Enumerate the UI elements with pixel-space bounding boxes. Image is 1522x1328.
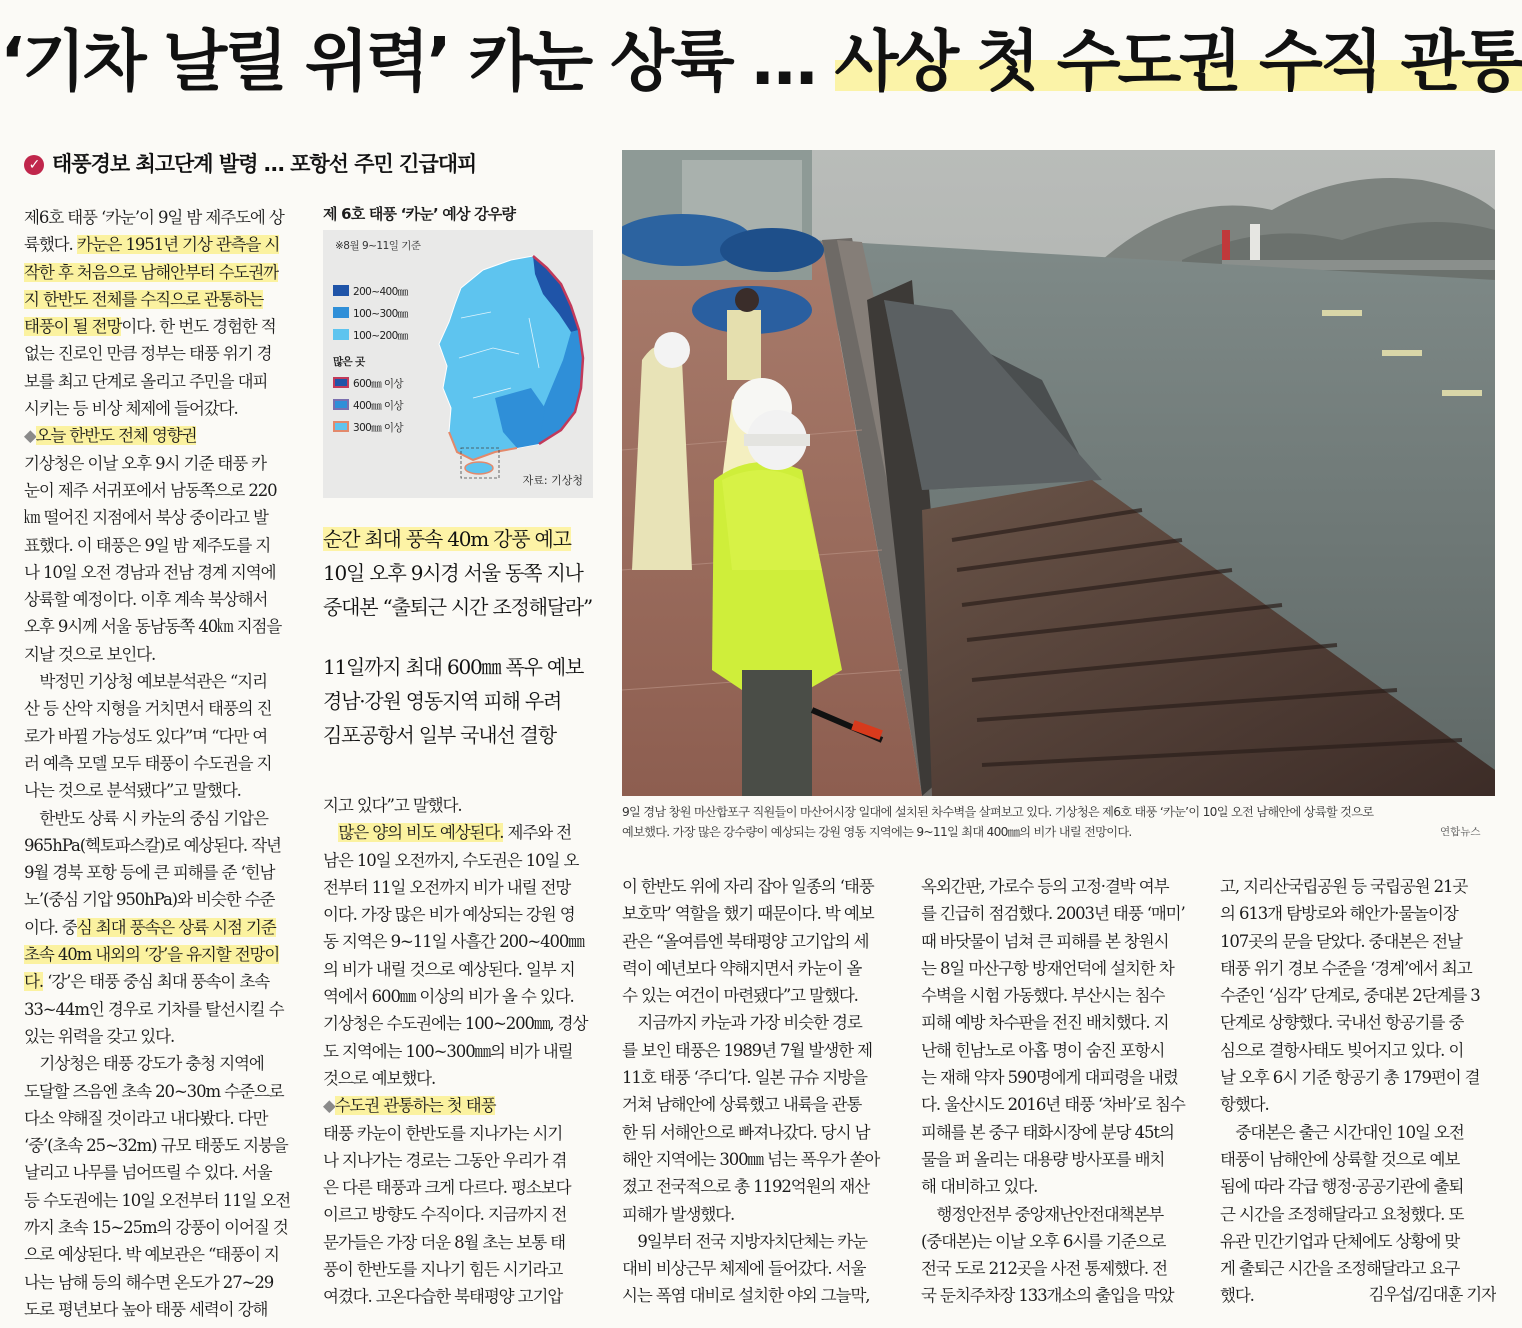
article-line: 태풍이 남해안에 상륙할 것으로 예보 xyxy=(1220,1149,1460,1169)
article-line: 눈이 제주 서귀포에서 남동쪽으로 220 xyxy=(24,480,277,500)
map-note: ※8월 9~11일 기준 xyxy=(335,240,421,252)
legend-swatch xyxy=(333,399,349,410)
summary-line: 순간 최대 풍속 40m 강풍 예고 xyxy=(323,527,571,551)
article-line: 있는 위력을 갖고 있다. xyxy=(24,1026,175,1046)
article-line: 역에서 600㎜ 이상의 비가 올 수 있다. xyxy=(323,987,574,1007)
article-line: 산 등 산악 지형을 거치면서 태풍의 진 xyxy=(24,699,272,719)
article-line: 다소 약해질 것이라고 내다봤다. 다만 xyxy=(24,1108,268,1128)
article-line: 수준인 ‘심각’ 단계로, 중대본 2단계를 3 xyxy=(1220,986,1480,1006)
legend-swatch xyxy=(333,329,349,340)
article-line: 도 지역에는 100~300㎜의 비가 내릴 xyxy=(323,1041,573,1061)
caption-line: 9일 경남 창원 마산합포구 직원들이 마산어시장 일대에 설치된 차수벽을 살펴보고 있다. 기상청은 제6호 태풍 ‘카눈’이 10일 오전 남해안에 상륙할 것으로 xyxy=(622,805,1374,819)
summary-line: 김포공항서 일부 국내선 결항 xyxy=(323,723,556,747)
article-line: 은 다른 태풍과 크게 다르다. 평소보다 xyxy=(323,1178,571,1198)
article-line: 까지 초속 15~25m의 강풍이 이어질 것 xyxy=(24,1217,288,1237)
article-line: 문가들은 가장 더운 8월 초는 보통 태 xyxy=(323,1232,566,1252)
article-line: 의 613개 탐방로와 해안가·물놀이장 xyxy=(1220,904,1458,924)
article-line: 피해 예방 차수판을 전진 배치했다. 지 xyxy=(921,1013,1169,1033)
article-column-3 xyxy=(622,873,898,1310)
article-line: 력이 예년보다 약해지면서 카눈이 올 xyxy=(622,958,862,978)
article-line: 항했다. xyxy=(1220,1095,1269,1115)
summary-line: 11일까지 최대 600㎜ 폭우 예보 xyxy=(323,655,584,679)
article-line: 졌고 전국적으로 총 1192억원의 재산 xyxy=(622,1177,870,1197)
article-line: 등 수도권에는 10일 오전부터 11일 오전 xyxy=(24,1190,291,1210)
headline xyxy=(0,12,1522,122)
article-line: 는 재해 약자 590명에게 대피령을 내렸 xyxy=(921,1068,1178,1088)
news-photo xyxy=(622,150,1495,796)
article-line: ㎞ 떨어진 지점에서 북상 중이라고 발 xyxy=(24,508,268,528)
article-line: 9일부터 전국 지방자치단체는 카눈 xyxy=(622,1231,867,1251)
article-line: 나는 것으로 분석됐다”고 말했다. xyxy=(24,781,241,801)
article-line: 전부터 11일 오전까지 비가 내릴 전망 xyxy=(323,877,571,897)
article-line: 보를 최고 단계로 올리고 주민을 대피 xyxy=(24,371,268,391)
legend-most-3: 300㎜ 이상 xyxy=(333,420,403,435)
article-line: 여겼다. 고온다습한 북태평양 고기압 xyxy=(323,1287,563,1307)
article-line: 날 오후 6시 기준 항공기 총 179편이 결 xyxy=(1220,1068,1480,1088)
subheadline xyxy=(24,148,614,178)
article-line: 태풍 위기 경보 수준을 ‘경계’에서 최고 xyxy=(1220,958,1472,978)
legend-swatch xyxy=(333,285,349,296)
article-line: 단계로 상향했다. 국내선 항공기를 중 xyxy=(1220,1013,1464,1033)
article-line: 수벽을 시험 가동했다. 부산시는 침수 xyxy=(921,986,1165,1006)
article-line: 난해 힌남노로 아홉 명이 숨진 포항시 xyxy=(921,1040,1165,1060)
article-column-5 xyxy=(1220,873,1496,1310)
article-line: 박정민 기상청 예보분석관은 “지리 xyxy=(24,672,267,692)
legend-most-title: 많은 곳 xyxy=(333,356,365,368)
article-line: 태풍 카눈이 한반도를 지나가는 시기 xyxy=(323,1123,563,1143)
summary-deck-1 xyxy=(323,522,603,624)
legend-range-3: 100~200㎜ xyxy=(333,328,408,343)
rainfall-map xyxy=(323,230,593,498)
article-line: 시는 폭염 대비로 설치한 야외 그늘막, xyxy=(622,1286,870,1306)
legend-range-1: 200~400㎜ xyxy=(333,284,408,299)
article-line: 기상청은 수도권에는 100~200㎜, 경상 xyxy=(323,1014,588,1034)
article-line: 때 바닷물이 넘쳐 큰 피해를 본 창원시 xyxy=(921,931,1169,951)
article-line: 한 뒤 서해안으로 빠져나갔다. 당시 남 xyxy=(622,1122,870,1142)
article-line: 107곳의 문을 닫았다. 중대본은 전날 xyxy=(1220,931,1462,951)
summary-line: 경남·강원 영동지역 피해 우려 xyxy=(323,689,562,713)
article-line: ‘중’(초속 25~32m) 규모 태풍도 지붕을 xyxy=(24,1136,288,1156)
article-line: 거쳐 남해안에 상륙했고 내륙을 관통 xyxy=(622,1095,862,1115)
headline-part1: ‘기차 날릴 위력’ 카눈 상륙 … xyxy=(0,23,835,100)
legend-most-1: 600㎜ 이상 xyxy=(333,376,403,391)
summary-line: 중대본 “출퇴근 시간 조정해달라” xyxy=(323,595,593,619)
article-line: 다. ‘강’은 태풍 중심 최대 풍속이 초속 xyxy=(24,972,270,992)
article-line: 작한 후 처음으로 남해안부터 수도권까 xyxy=(24,262,279,282)
summary-line: 10일 오후 9시경 서울 동쪽 지나 xyxy=(323,561,583,585)
article-line: 러 예측 모델 모두 태풍이 수도권을 지 xyxy=(24,753,272,773)
article-line: 국 둔치주차장 133개소의 출입을 막았 xyxy=(921,1286,1174,1306)
article-line: 한반도 상륙 시 카눈의 중심 기압은 xyxy=(24,808,268,828)
article-line: 11호 태풍 ‘주디’다. 일본 규슈 지방을 xyxy=(622,1068,867,1088)
caption-line: 예보했다. 가장 많은 강수량이 예상되는 강원 영동 지역에는 9~11일 최대 400㎜의 비가 내릴 전망이다. xyxy=(622,825,1132,839)
article-line: 없는 진로인 만큼 정부는 태풍 위기 경 xyxy=(24,344,272,364)
legend-range-2: 100~300㎜ xyxy=(333,306,408,321)
article-line: 중대본은 출근 시간대인 10일 오전 xyxy=(1220,1122,1464,1142)
article-line: 태풍이 될 전망이다. 한 번도 경험한 적 xyxy=(24,317,276,337)
article-line: 지 한반도 전체를 수직으로 관통하는 xyxy=(24,289,264,309)
article-line: 33~44m인 경우로 기차를 탈선시킬 수 xyxy=(24,999,284,1019)
article-line: 물을 퍼 올리는 대용량 방사포를 배치 xyxy=(921,1149,1165,1169)
legend-swatch xyxy=(333,307,349,318)
headline-part2: 사상 첫 수도권 수직 관통 xyxy=(834,23,1522,100)
article-line: 지고 있다”고 말했다. xyxy=(323,796,462,815)
article-line: 보호막’ 역할을 했기 때문이다. 박 예보 xyxy=(622,904,874,924)
article-line: 도달할 즈음엔 초속 20~30m 수준으로 xyxy=(24,1081,284,1101)
article-line: 됨에 따라 각급 행정·공공기관에 출퇴 xyxy=(1220,1177,1464,1197)
map-source: 자료: 기상청 xyxy=(522,474,583,487)
article-column-4 xyxy=(921,873,1197,1310)
article-line: 심으로 결항사태도 빚어지고 있다. 이 xyxy=(1220,1040,1464,1060)
article-line: 로가 바뀔 가능성도 있다”며 “다만 여 xyxy=(24,726,268,746)
article-line: 륙했다. 카눈은 1951년 기상 관측을 시 xyxy=(24,235,280,255)
article-line: 수 있는 여건이 마련됐다”고 말했다. xyxy=(622,986,858,1006)
legend-most-2: 400㎜ 이상 xyxy=(333,398,403,413)
article-line: 상륙할 예정이다. 이후 계속 북상해서 xyxy=(24,590,268,610)
article-line: 초속 40m 내외의 ‘강’을 유지할 전망이 xyxy=(24,945,280,965)
subheadline-text: 태풍경보 최고단계 발령 … 포항선 주민 긴급대피 xyxy=(52,152,477,176)
article-line: 지금까지 카눈과 가장 비슷한 경로 xyxy=(622,1013,862,1033)
article-line: 기상청은 이날 오후 9시 기준 태풍 카 xyxy=(24,453,267,473)
article-line: 이다. 가장 많은 비가 예상되는 강원 영 xyxy=(323,905,575,925)
article-line: 피해가 발생했다. xyxy=(622,1204,735,1224)
article-line: 기상청은 태풍 강도가 충청 지역에 xyxy=(24,1054,264,1074)
article-line: 나 지나가는 경로는 그동안 우리가 겪 xyxy=(323,1150,567,1170)
article-line: 유관 민간기업과 단체에도 상황에 맞 xyxy=(1220,1231,1460,1251)
article-line: 시키는 등 비상 체제에 들어갔다. xyxy=(24,399,238,419)
article-line: 의 비가 내릴 것으로 예상된다. 일부 지 xyxy=(323,959,575,979)
article-line: 이다. 중심 최대 풍속은 상륙 시점 기준 xyxy=(24,917,276,937)
article-line: 표했다. 이 태풍은 9일 밤 제주도를 지 xyxy=(24,535,271,555)
article-line: 으로 예상된다. 박 예보관은 “태풍이 지 xyxy=(24,1245,279,1265)
article-line: 를 보인 태풍은 1989년 7월 발생한 제 xyxy=(622,1040,872,1060)
article-line: 남은 10일 오전까지, 수도권은 10일 오 xyxy=(323,850,579,870)
article-line: 옥외간판, 가로수 등의 고정·결박 여부 xyxy=(921,877,1169,896)
article-line: 고, 지리산국립공원 등 국립공원 21곳 xyxy=(1220,877,1468,896)
article-line: 도로 평년보다 높아 태풍 세력이 강해 xyxy=(24,1299,268,1319)
korea-map-graphic xyxy=(421,248,589,480)
photo-seawall-inspection xyxy=(622,150,1495,796)
article-line: 날리고 나무를 넘어뜨릴 수 있다. 서울 xyxy=(24,1163,272,1183)
article-line: 지날 것으로 보인다. xyxy=(24,644,156,664)
article-column-1 xyxy=(24,204,300,1323)
article-line: 피해를 본 중구 태화시장에 분당 45t의 xyxy=(921,1122,1174,1142)
section-heading: ◆오늘 한반도 전체 영향권 xyxy=(24,426,197,446)
article-line: (중대본)는 이날 오후 6시를 기준으로 xyxy=(921,1231,1166,1251)
article-line: 것으로 예보했다. xyxy=(323,1068,436,1088)
article-line: 관은 “올여름엔 북태평양 고기압의 세 xyxy=(622,931,869,951)
article-line: 965hPa(헥토파스칼)로 예상된다. 작년 xyxy=(24,835,281,855)
photo-credit: 연합뉴스 xyxy=(1440,826,1481,838)
section-heading: ◆수도권 관통하는 첫 태풍 xyxy=(323,1096,496,1116)
article-line: 9월 경북 포항 등에 큰 피해를 준 ‘힌남 xyxy=(24,863,275,883)
article-line: 풍이 한반도를 지나기 힘든 시기라고 xyxy=(323,1260,563,1280)
article-line: 제6호 태풍 ‘카눈’이 9일 밤 제주도에 상 xyxy=(24,208,284,227)
article-line: 대비 비상근무 체제에 들어갔다. 서울 xyxy=(622,1259,866,1279)
article-line: 전국 도로 212곳을 사전 통제했다. 전 xyxy=(921,1259,1167,1279)
article-line: 행정안전부 중앙재난안전대책본부 xyxy=(921,1204,1164,1224)
article-line: 를 긴급히 점검했다. 2003년 태풍 ‘매미’ xyxy=(921,904,1185,924)
article-line: 노’(중심 기압 950hPa)와 비슷한 수준 xyxy=(24,890,275,910)
article-line: 나는 남해 등의 해수면 온도가 27~29 xyxy=(24,1272,274,1292)
article-line: 게 출퇴근 시간을 조정해달라고 요구 xyxy=(1220,1259,1460,1279)
article-line: 오후 9시께 서울 동남동쪽 40㎞ 지점을 xyxy=(24,617,282,637)
legend-swatch xyxy=(333,377,349,388)
article-column-2 xyxy=(323,792,598,1311)
article-line: 근 시간을 조정해달라고 요청했다. 또 xyxy=(1220,1204,1464,1224)
summary-deck-2 xyxy=(323,650,603,752)
article-line: 다. 울산시도 2016년 태풍 ‘차바’로 침수 xyxy=(921,1095,1185,1115)
article-line: 이 한반도 위에 자리 잡아 일종의 ‘태풍 xyxy=(622,877,874,896)
map-title: 제 6호 태풍 ‘카눈’ 예상 강우량 xyxy=(323,205,516,223)
legend-swatch xyxy=(333,421,349,432)
article-line: 많은 양의 비도 예상된다. 제주와 전 xyxy=(338,823,572,843)
article-line: 는 8일 마산구항 방재언덕에 설치한 차 xyxy=(921,958,1174,978)
article-line: 했다. xyxy=(1220,1286,1254,1306)
photo-caption xyxy=(622,802,1495,842)
check-icon: ✓ xyxy=(24,155,44,175)
article-line: 이르고 방향도 수직이다. 지금까지 전 xyxy=(323,1205,567,1225)
article-line: 해안 지역에는 300㎜ 넘는 폭우가 쏟아 xyxy=(622,1149,880,1169)
article-line: 동 지역은 9~11일 사흘간 200~400㎜ xyxy=(323,932,584,952)
article-line: 나 10일 오전 경남과 전남 경계 지역에 xyxy=(24,562,276,582)
article-line: 해 대비하고 있다. xyxy=(921,1177,1038,1197)
byline: 김우섭/김대훈 기자 xyxy=(1368,1285,1496,1304)
